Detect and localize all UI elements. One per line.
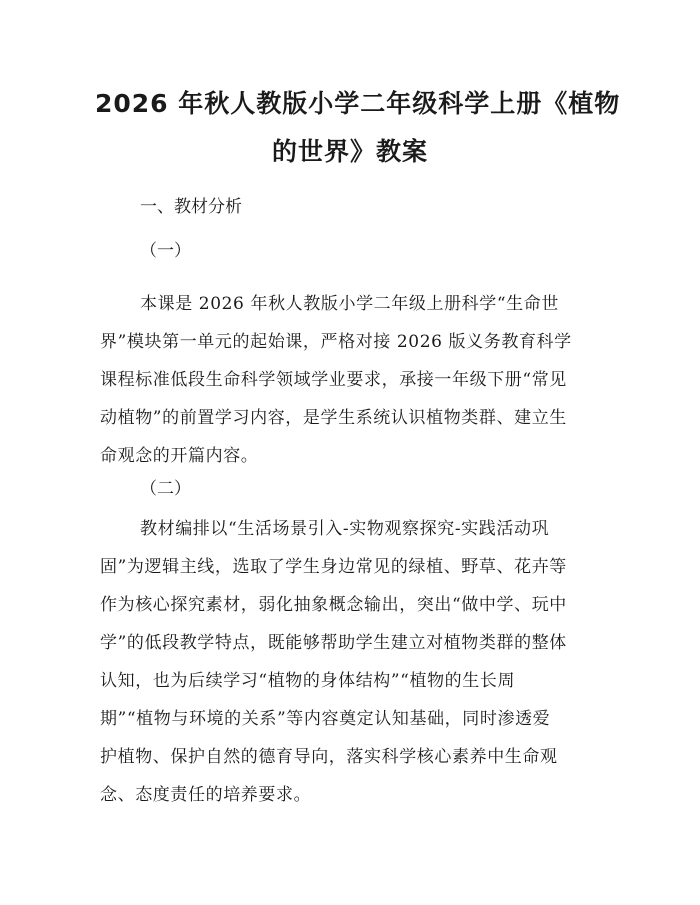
paragraph-1-line: 课程标准低段生命科学领域学业要求，承接一年级下册“常见 xyxy=(100,370,567,390)
document-title-line-1: 2026 年秋人教版小学二年级科学上册《植物 xyxy=(95,89,621,118)
paragraph-2-line: 学”的低段教学特点，既能够帮助学生建立对植物类群的整体 xyxy=(100,633,567,653)
paragraph-1-line: 动植物”的前置学习内容，是学生系统认识植物类群、建立生 xyxy=(100,408,567,428)
paragraph-2-line: 认知，也为后续学习“植物的身体结构”“植物的生长周 xyxy=(100,671,516,691)
paragraph-2-line: 教材编排以“生活场景引入-实物观察探究-实践活动巩 xyxy=(140,519,550,539)
paragraph-2-line: 作为核心探究素材，弱化抽象概念输出，突出“做中学、玩中 xyxy=(100,595,567,615)
paragraph-2 xyxy=(100,510,610,814)
subsection-label-2: （二） xyxy=(140,479,191,499)
paragraph-2-line: 固”为逻辑主线，选取了学生身边常见的绿植、野草、花卉等 xyxy=(100,557,567,577)
paragraph-1-line: 命观念的开篇内容。 xyxy=(100,446,259,466)
paragraph-2-line: 期”“植物与环境的关系”等内容奠定认知基础，同时渗透爱 xyxy=(100,709,551,729)
document-title-line-2: 的世界》教案 xyxy=(271,137,428,166)
paragraph-1 xyxy=(100,285,610,475)
subsection-label-1: （一） xyxy=(140,241,191,261)
paragraph-2-line: 护植物、保护自然的德育导向，落实科学核心素养中生命观 xyxy=(100,747,558,767)
paragraph-2-line: 念、态度责任的培养要求。 xyxy=(100,785,312,805)
section-heading-textbook-analysis: 一、教材分析 xyxy=(140,197,242,217)
paragraph-1-line: 本课是 2026 年秋人教版小学二年级上册科学“生命世 xyxy=(140,294,559,314)
paragraph-1-line: 界”模块第一单元的起始课，严格对接 2026 版义务教育科学 xyxy=(100,332,572,352)
